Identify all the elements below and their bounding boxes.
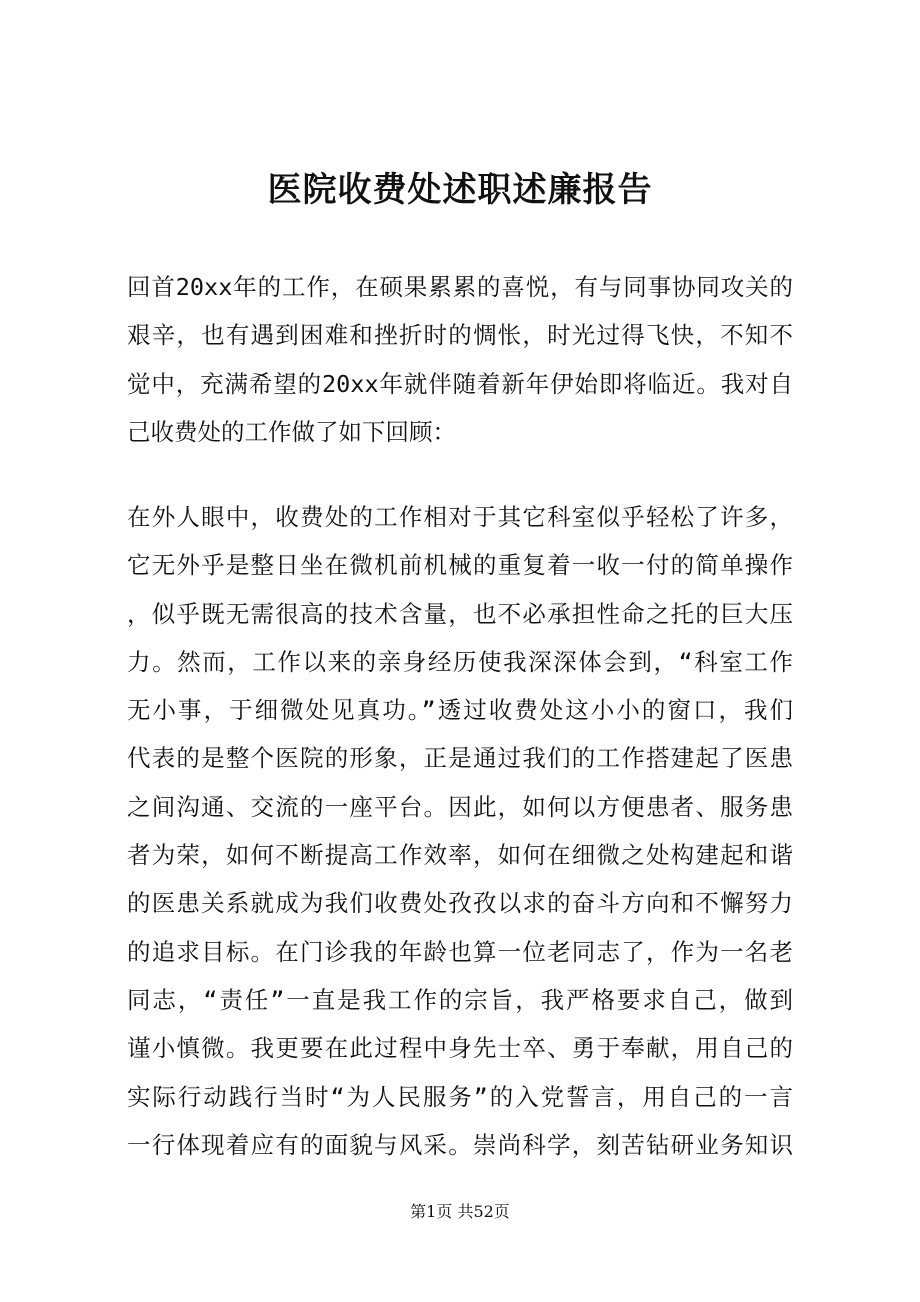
paragraph-line: 觉中，充满希望的20xx年就伴随着新年伊始即将临近。我对自 [127, 369, 793, 398]
paragraph-1 [127, 263, 793, 456]
paragraph-line: 无小事，于细微处见真功。”透过收费处这小小的窗口，我们 [127, 696, 793, 725]
paragraph-line: 的医患关系就成为我们收费处孜孜以求的奋斗方向和不懈努力 [127, 889, 793, 918]
paragraph-line: 谨小慎微。我更要在此过程中身先士卒、勇于奉献，用自己的 [127, 1034, 793, 1063]
paragraph-line: 它无外乎是整日坐在微机前机械的重复着一收一付的简单操作 [127, 551, 793, 580]
paragraph-line: 实际行动践行当时“为人民服务”的入党誓言，用自己的一言 [127, 1082, 793, 1111]
paragraph-line: 力。然而，工作以来的亲身经历使我深深体会到，“科室工作 [127, 647, 793, 676]
paragraph-line: 在外人眼中，收费处的工作相对于其它科室似乎轻松了许多， [127, 503, 793, 531]
paragraph-line: 艰辛，也有遇到困难和挫折时的惆怅，时光过得飞快，不知不 [127, 321, 793, 350]
paragraph-line: 的追求目标。在门诊我的年龄也算一位老同志了，作为一名老 [127, 937, 793, 966]
paragraph-line: 之间沟通、交流的一座平台。因此，如何以方便患者、服务患 [127, 792, 793, 821]
paragraph-line: 代表的是整个医院的形象，正是通过我们的工作搭建起了医患 [127, 744, 793, 773]
paragraph-line: ，似乎既无需很高的技术含量，也不必承担性命之托的巨大压 [127, 599, 793, 628]
paragraph-line: 者为荣，如何不断提高工作效率，如何在细微之处构建起和谐 [127, 841, 793, 870]
document-title: 医院收费处述职述廉报告 [267, 170, 653, 210]
page-footer: 第1页 共52页 [410, 1202, 510, 1221]
paragraph-line: 己收费处的工作做了如下回顾： [127, 417, 456, 446]
paragraph-line: 回首20xx年的工作，在硕果累累的喜悦，有与同事协同攻关的 [127, 273, 793, 301]
paragraph-line: 同志，“责任”一直是我工作的宗旨，我严格要求自己，做到 [127, 985, 793, 1014]
paragraph-2 [127, 493, 793, 1169]
paragraph-line: 一行体现着应有的面貌与风采。崇尚科学，刻苦钻研业务知识 [127, 1130, 793, 1159]
